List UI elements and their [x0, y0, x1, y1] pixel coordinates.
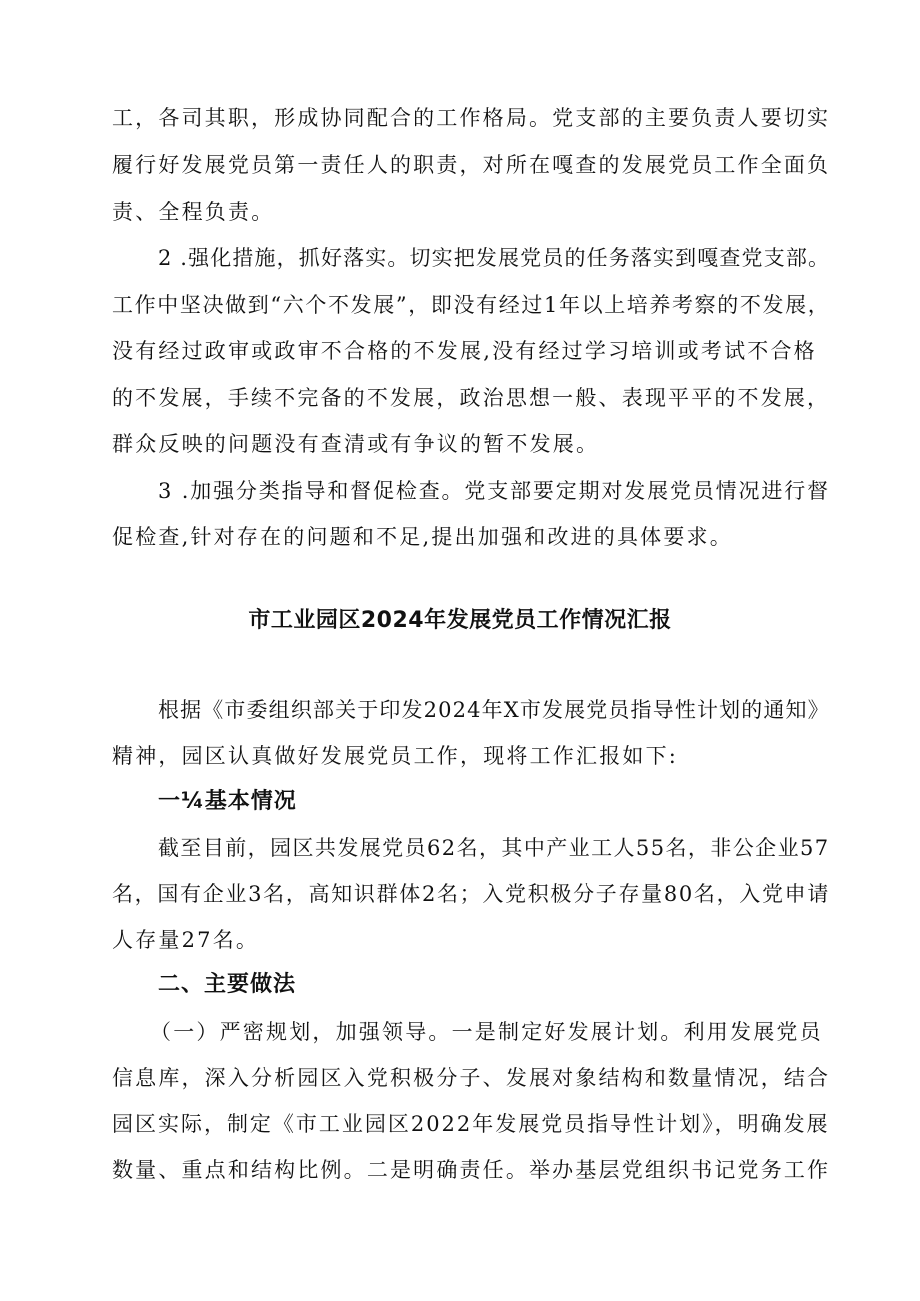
basic-info-line: 名，国有企业3名，高知识群体2名；入党积极分子存量80名，入党申请	[112, 882, 831, 906]
practice-line: 数量、重点和结构比例。二是明确责任。举办基层党组织书记党务工作	[112, 1158, 831, 1182]
body-line: 责、全程负责。	[112, 200, 275, 224]
section-heading-practices: 二、主要做法	[158, 972, 297, 997]
item-2-line: 的不发展，手续不完备的不发展，政治思想一般、表现平平的不发展，	[112, 386, 831, 410]
basic-info-line: 截至目前，园区共发展党员62名，其中产业工人55名，非公企业57	[158, 836, 830, 860]
item-2-line: 没有经过政审或政审不合格的不发展,没有经过学习培训或考试不合格	[112, 339, 817, 363]
item-2-line: 工作中坚决做到“六个不发展”，即没有经过1年以上培养考察的不发展，	[112, 293, 831, 317]
body-line: 履行好发展党员第一责任人的职责，对所在嘎查的发展党员工作全面负	[112, 153, 831, 177]
practice-line: 园区实际，制定《市工业园区2022年发展党员指导性计划》，明确发展	[112, 1112, 830, 1136]
section-heading-basic: 一¼基本情况	[158, 789, 297, 814]
practice-line: 信息库，深入分析园区入党积极分子、发展对象结构和数量情况，结合	[112, 1066, 831, 1090]
item-3-line: 促检查,针对存在的问题和不足,提出加强和改进的具体要求。	[112, 525, 733, 549]
intro-line: 根据《市委组织部关于印发2024年X市发展党员指导性计划的通知》	[158, 698, 830, 722]
intro-line: 精神，园区认真做好发展党员工作，现将工作汇报如下:	[112, 744, 679, 768]
item-2-line: 群众反映的问题没有查清或有争议的暂不发展。	[112, 432, 600, 456]
practice-line: （一）严密规划，加强领导。一是制定好发展计划。利用发展党员	[150, 1020, 823, 1044]
report-title: 市工业园区2024年发展党员工作情况汇报	[248, 608, 672, 633]
body-line: 工，各司其职，形成协同配合的工作格局。党支部的主要负责人要切实	[112, 106, 831, 130]
item-3-line: 3 .加强分类指导和督促检查。党支部要定期对发展党员情况进行督	[158, 479, 830, 503]
basic-info-line: 人存量27名。	[112, 928, 260, 952]
item-2-line: 2 .强化措施，抓好落实。切实把发展党员的任务落实到嘎查党支部。	[158, 246, 831, 270]
